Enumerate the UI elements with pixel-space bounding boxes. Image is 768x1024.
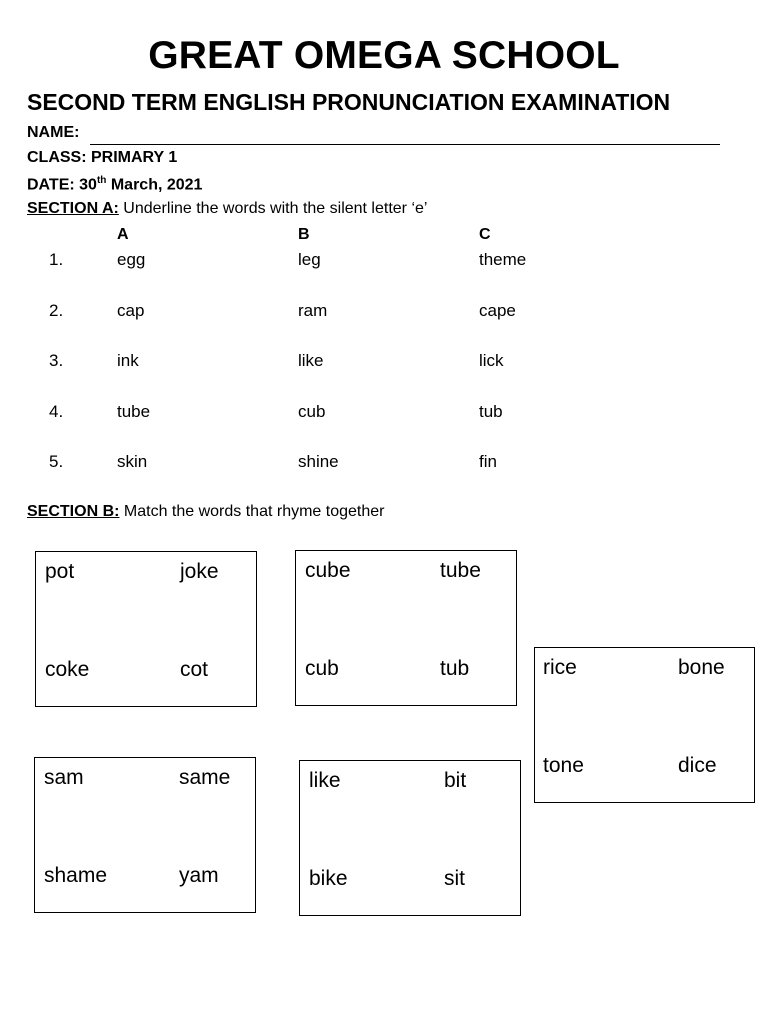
rhyme-word: bit (444, 769, 467, 792)
rhyme-word: joke (180, 560, 219, 583)
rhyme-word: tub (440, 657, 470, 680)
word-cell: like (298, 351, 324, 370)
rhyme-word: bike (309, 867, 348, 890)
word-cell: skin (117, 452, 148, 471)
exam-title: SECOND TERM ENGLISH PRONUNCIATION EXAMINATION (27, 89, 671, 115)
rhyme-word: dice (678, 754, 717, 777)
rhyme-word: shame (44, 864, 108, 887)
word-cell: cape (479, 301, 516, 320)
word-cell: leg (298, 250, 321, 269)
rhyme-word: like (309, 769, 341, 792)
section-a-instruction: Underline the words with the silent letter ‘e’ (118, 200, 428, 217)
word-cell: shine (298, 452, 339, 471)
rhyme-box (299, 760, 521, 916)
date-line (27, 175, 202, 194)
school-title: GREAT OMEGA SCHOOL (148, 34, 620, 77)
word-cell: egg (117, 250, 146, 269)
class-label: CLASS: PRIMARY 1 (27, 149, 178, 166)
word-cell: theme (479, 250, 527, 269)
rhyme-box (534, 647, 755, 803)
section-b-heading (27, 503, 384, 521)
rhyme-word: tone (543, 754, 584, 777)
rhyme-word: sam (44, 766, 84, 789)
date-prefix: DATE: 30 (27, 176, 97, 194)
word-cell: tub (479, 402, 503, 421)
row-number: 4. (49, 402, 64, 421)
section-a-heading (27, 200, 427, 218)
rhyme-word: tube (440, 559, 481, 582)
row-number: 2. (49, 301, 64, 320)
rhyme-word: yam (179, 864, 219, 887)
date-superscript: th (96, 175, 107, 186)
rhyme-box (35, 551, 257, 707)
word-cell: ink (117, 351, 139, 370)
rhyme-word: cub (305, 657, 339, 680)
word-cell: cub (298, 402, 326, 421)
section-b-instruction: Match the words that rhyme together (119, 503, 385, 520)
rhyme-word: pot (45, 560, 75, 583)
word-cell: ram (298, 301, 328, 320)
word-cell: lick (479, 351, 504, 370)
rhyme-word: cot (180, 658, 209, 681)
column-header-b: B (298, 226, 310, 243)
section-b-title: SECTION B: (27, 503, 120, 520)
rhyme-word: coke (45, 658, 90, 681)
word-cell: tube (117, 402, 151, 421)
rhyme-word: cube (305, 559, 351, 582)
row-number: 5. (49, 452, 64, 471)
column-header-c: C (479, 226, 491, 243)
row-number: 1. (49, 250, 64, 269)
rhyme-word: rice (543, 656, 577, 679)
rhyme-box (295, 550, 517, 706)
name-blank-line (90, 144, 720, 145)
row-number: 3. (49, 351, 64, 370)
rhyme-box (34, 757, 256, 913)
word-cell: fin (479, 452, 497, 471)
rhyme-word: bone (678, 656, 725, 679)
rhyme-word: sit (444, 867, 465, 890)
rhyme-word: same (179, 766, 231, 789)
date-suffix: March, 2021 (106, 176, 203, 194)
column-header-a: A (117, 226, 129, 243)
name-label: NAME: (27, 124, 80, 141)
word-cell: cap (117, 301, 145, 320)
section-a-title: SECTION A: (27, 200, 119, 217)
